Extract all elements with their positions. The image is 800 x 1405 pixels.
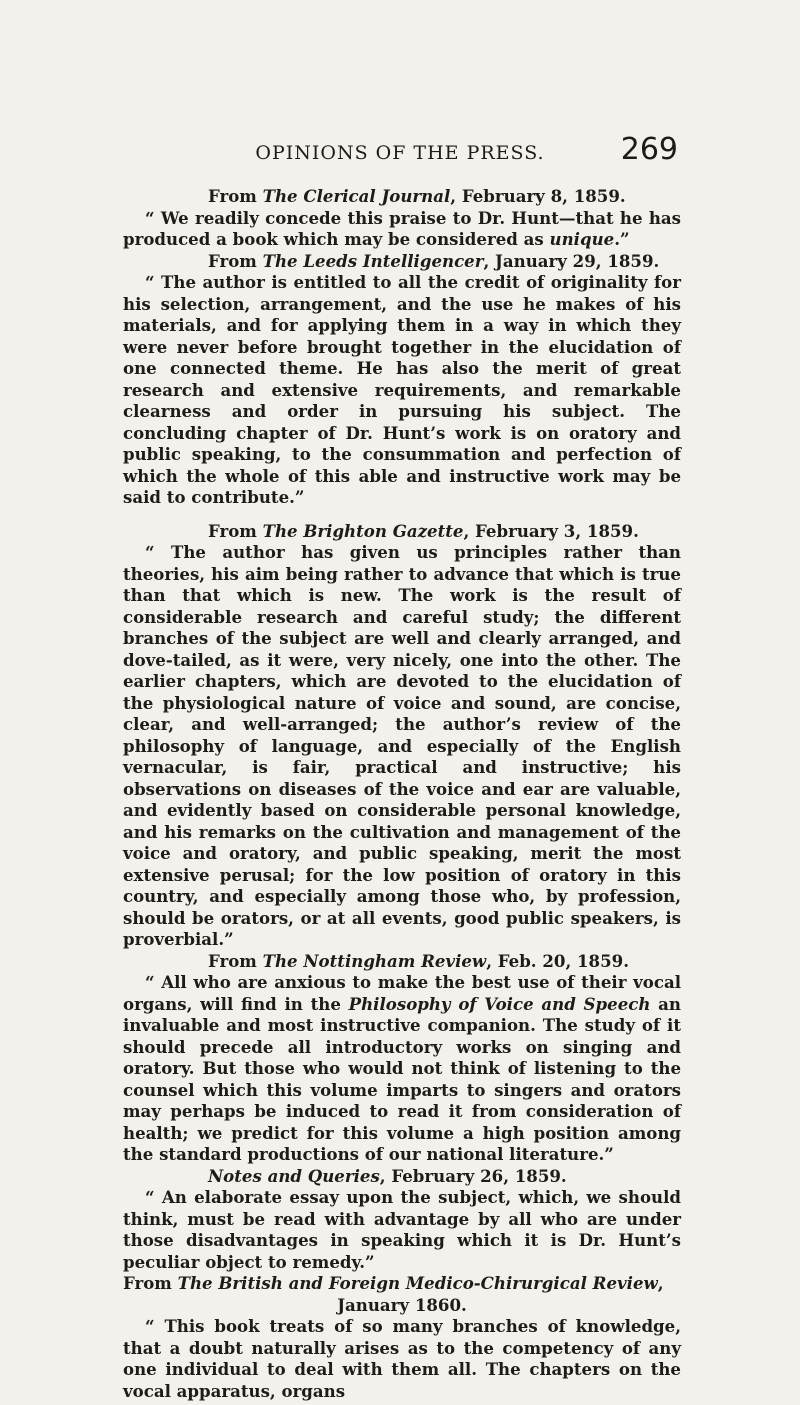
source-line: From The British and Foreign Medico-Chirurgical Review, January 1860. — [123, 1273, 681, 1316]
review-quote: “ This book treats of so many branches of knowledge, that a doubt naturally arises as to the competency of any one individual to deal with them all. The chapters on the vocal apparatus, organs — [123, 1316, 681, 1401]
source-line: From The Clerical Journal, February 8, 1859. — [208, 186, 626, 206]
publication-title: The Nottingham Review — [262, 950, 487, 971]
publication-title: The Clerical Journal — [262, 186, 451, 206]
publication-title: The Leeds Intelligencer — [262, 250, 484, 271]
source-line: From The Nottingham Review, Feb. 20, 1859. — [208, 950, 629, 971]
source-line: From The Brighton Gazette, February 3, 1859. — [208, 520, 639, 541]
running-head-title: OPINIONS OF THE PRESS. — [255, 142, 545, 164]
publication-title: The British and Foreign Medico-Chirurgical Review — [177, 1273, 658, 1293]
running-head — [0, 122, 800, 167]
review-quote: “ The author has given us principles rather than theories, his aim being rather to advance that which is true than that which is new. The work is the result of considerable research and careful study; the different branches of the subject are well and clearly arranged, and dove-tailed, as it were, very nicely, one into the other. The earlier chapters, which are devoted to the elucidation of the physiological nature of voice and sound, are concise, clear, and well-arranged; the author’s review of the philosophy of language, and especially of the English vernacular, is fair, practical and instructive; his observations on diseases of the voice and ear are valuable, and evidently based on considerable personal knowledge, and his remarks on the cultivation and management of the voice and oratory, and public speaking, merit the most extensive perusal; for the low position of oratory in this country, and especially among those who, by profession, should be orators, or at all events, good public speakers, is proverbial.” — [123, 542, 681, 949]
source-line: Notes and Queries, February 26, 1859. — [208, 1165, 567, 1186]
source-date: January 1860. — [337, 1294, 467, 1315]
publication-title: The Brighton Gazette — [262, 520, 464, 541]
review-quote: “ The author is entitled to all the credit of originality for his selection, arrangement, and the use he makes of his materials, and for applying them in a way in which they were never before brought together in the elucidation of one connected theme. He has also the merit of great research and extensive requirements, and remarkable clearness and order in pursuing his subject. The concluding chapter of Dr. Hunt’s work is on oratory and public speaking, to the consummation and perfection of which the whole of this able and instructive work may be said to contribute.” — [123, 272, 681, 507]
page-number: 269 — [620, 132, 678, 167]
publication-title: Notes and Queries — [208, 1165, 380, 1186]
review-quote: “ An elaborate essay upon the subject, which, we should think, must be read with advantage by all who are under those disadvantages in speaking which it is Dr. Hunt’s peculiar object to remedy.” — [123, 1187, 681, 1272]
review-quote: “ We readily concede this praise to Dr. Hunt—that he has produced a book which may be considered as unique.” — [123, 207, 681, 249]
review-quote: “ All who are anxious to make the best use of their vocal organs, will find in the Philosophy of Voice and Speech an invaluable and most instructive companion. The study of it should precede all introductory works on singing and oratory. But those who would not think of listening to the counsel which this volume imparts to singers and orators may perhaps be induced to read it from consideration of health; we predict for this volume a high position among the standard productions of our national literature.” — [123, 972, 681, 1164]
page-body — [123, 186, 681, 1402]
source-line: From The Leeds Intelligencer, January 29, 1859. — [208, 250, 660, 271]
